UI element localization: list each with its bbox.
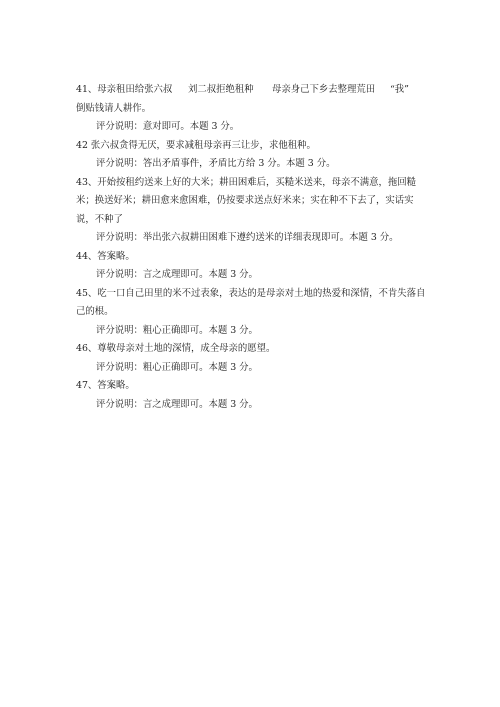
scoring-note-43: 评分说明：举出张六叔耕田困难下遵约送米的详细表现即可。本题 3 分。 (96, 232, 399, 243)
scoring-note-44: 评分说明：言之成理即可。本题 3 分。 (96, 269, 258, 280)
answer-47: 47、答案略。 (76, 380, 135, 391)
answer-41-part-3: 母亲身己下乡去整理荒田 (272, 84, 376, 95)
scoring-note-46: 评分说明：粗心正确即可。本题 3 分。 (96, 361, 258, 373)
answer-45: 45、吃一口自己田里的米不过表象，表达的是母亲对土地的热爱和深情，不肯失落自己的根。 (76, 287, 426, 317)
answer-key (76, 81, 432, 414)
answer-41 (76, 81, 432, 100)
answer-42: 42 张六叔贪得无厌，要求减租母亲再三让步，求他租种。 (76, 139, 316, 151)
answer-41-part-1: 41、母亲租田给张六叔 (76, 84, 173, 95)
answer-41-continued: 倒贴钱请人耕作。 (76, 102, 152, 114)
answer-46: 46、尊敬母亲对土地的深情，成全母亲的愿望。 (76, 343, 276, 354)
scoring-note-42: 评分说明：答出矛盾事件，矛盾比方给 3 分。本题 3 分。 (96, 158, 336, 169)
scoring-note-47: 评分说明：言之成理即可。本题 3 分。 (96, 398, 258, 410)
answer-41-part-4: “我” (390, 84, 409, 95)
answer-41-part-2: 刘二叔拒绝租种 (188, 84, 254, 95)
answer-43: 43、开始按租约送来上好的大米；耕田困难后，买糙米送来，母亲不满意，拖回糙米；换送好米；耕田愈来愈困难，仍按要求送点好米来；实在种不下去了，实话实说，不种了 (76, 176, 417, 225)
answer-44: 44、答案略。 (76, 250, 135, 262)
scoring-note-41: 评分说明：意对即可。本题 3 分。 (96, 121, 240, 132)
scoring-note-45: 评分说明：粗心正确即可。本题 3 分。 (96, 324, 258, 336)
